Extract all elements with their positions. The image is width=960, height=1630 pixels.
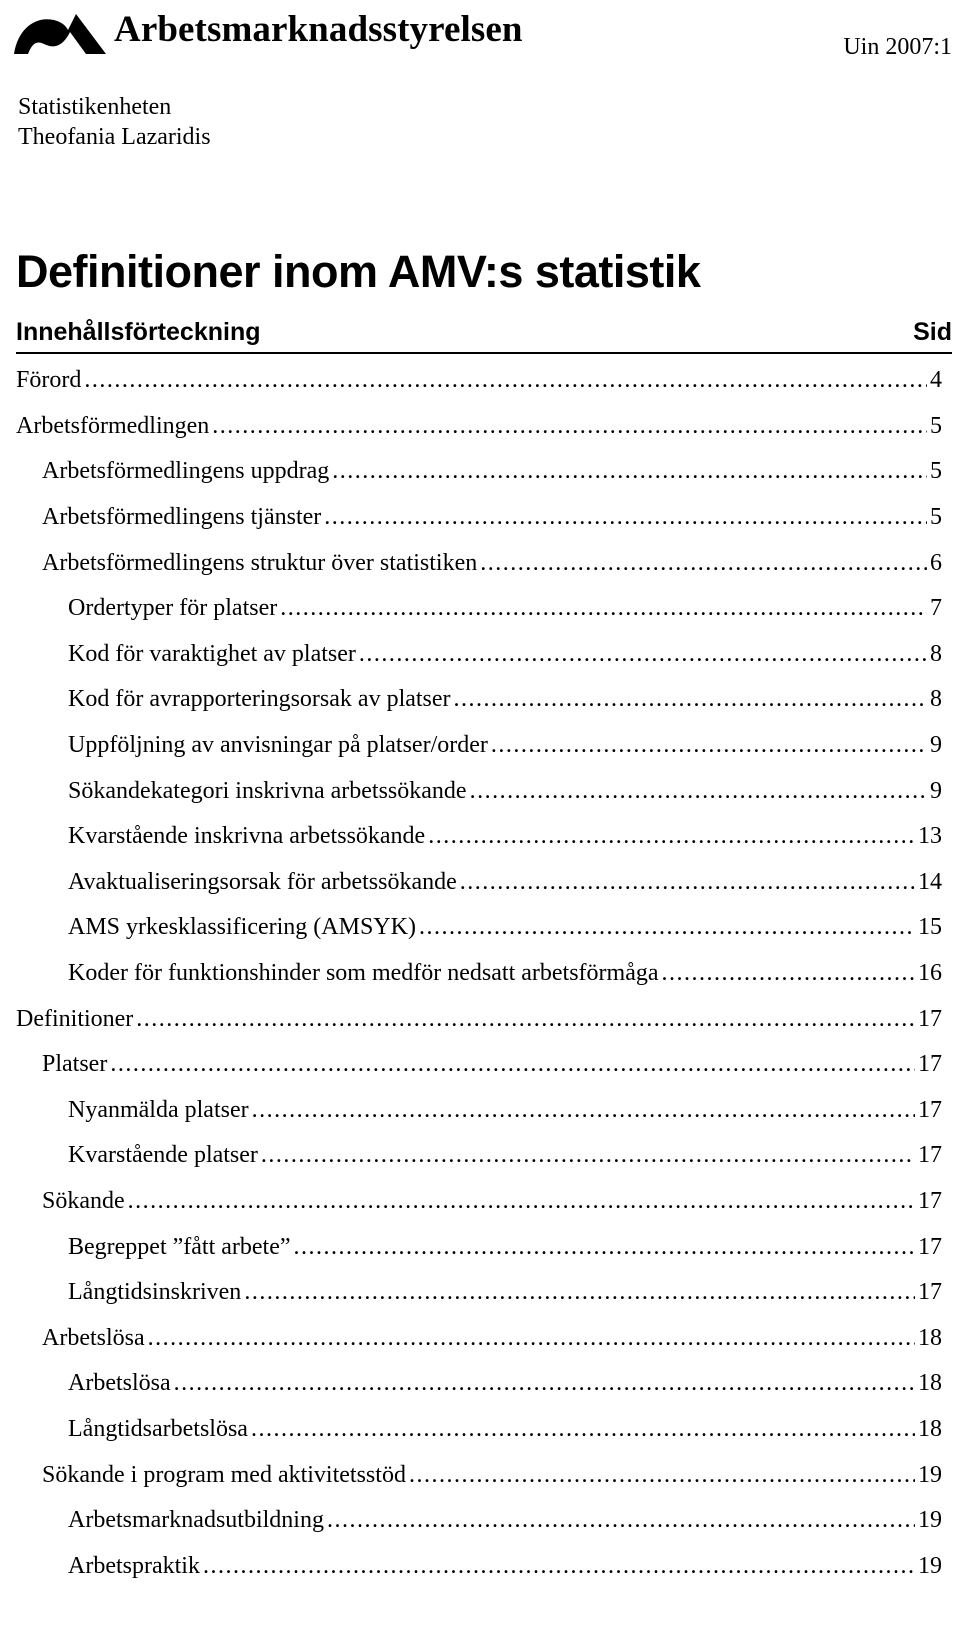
toc-entry[interactable] bbox=[16, 404, 942, 450]
toc-entry-page: 18 bbox=[918, 1370, 942, 1397]
toc-entry-title: Arbetsförmedlingen bbox=[16, 412, 210, 439]
toc-entry-page: 5 bbox=[930, 504, 942, 531]
toc-entry-title: Långtidsinskriven bbox=[68, 1279, 242, 1306]
toc-entry-title: Koder för funktionshinder som medför nedsatt arbetsförmåga bbox=[68, 960, 659, 987]
toc-leader-dots bbox=[252, 1097, 915, 1124]
toc-leader-dots bbox=[470, 778, 927, 805]
toc-leader-dots bbox=[128, 1188, 915, 1215]
toc-entry[interactable] bbox=[16, 951, 942, 997]
toc-entry-page: 13 bbox=[918, 823, 942, 850]
logo-mark-icon bbox=[14, 14, 106, 54]
toc-entry-page: 18 bbox=[918, 1324, 942, 1351]
author-name: Theofania Lazaridis bbox=[18, 124, 211, 150]
document-title: Definitioner inom AMV:s statistik bbox=[16, 246, 701, 297]
toc-leader-dots bbox=[148, 1325, 915, 1352]
toc-entry-title: Uppföljning av anvisningar på platser/order bbox=[68, 732, 488, 759]
toc-entry-title: Arbetsförmedlingens struktur över statistiken bbox=[42, 549, 478, 576]
toc-entry-page: 15 bbox=[918, 914, 942, 941]
toc-entry-title: AMS yrkesklassificering (AMSYK) bbox=[68, 914, 416, 941]
department-name: Statistikenheten bbox=[18, 94, 172, 120]
toc-entry[interactable] bbox=[16, 540, 942, 586]
toc-entry-page: 17 bbox=[918, 1233, 942, 1260]
toc-entry-title: Långtidsarbetslösa bbox=[68, 1415, 248, 1442]
toc-page-heading: Sid bbox=[913, 318, 952, 346]
toc-entry[interactable] bbox=[16, 768, 942, 814]
toc-entry-page: 17 bbox=[918, 1142, 942, 1169]
toc-entry-page: 8 bbox=[930, 686, 942, 713]
toc-entry-title: Ordertyper för platser bbox=[68, 595, 278, 622]
toc-entry-title: Begreppet ”fått arbete” bbox=[68, 1233, 291, 1260]
toc-entry-title: Sökande bbox=[42, 1187, 125, 1214]
table-of-contents bbox=[16, 358, 942, 1589]
toc-leader-dots bbox=[460, 869, 915, 896]
toc-leader-dots bbox=[332, 458, 927, 485]
toc-entry-page: 4 bbox=[930, 367, 942, 394]
document-code: Uin 2007:1 bbox=[843, 34, 952, 60]
toc-leader-dots bbox=[419, 914, 915, 941]
toc-entry-title: Sökande i program med aktivitetsstöd bbox=[42, 1461, 406, 1488]
toc-entry-title: Sökandekategori inskrivna arbetssökande bbox=[68, 777, 467, 804]
toc-entry-page: 19 bbox=[918, 1461, 942, 1488]
toc-leader-dots bbox=[280, 595, 927, 622]
toc-entry-title: Arbetslösa bbox=[42, 1324, 145, 1351]
toc-leader-dots bbox=[110, 1051, 915, 1078]
toc-entry-title: Kvarstående inskrivna arbetssökande bbox=[68, 823, 426, 850]
toc-entry[interactable] bbox=[16, 632, 942, 678]
toc-entry-page: 17 bbox=[918, 1096, 942, 1123]
toc-leader-dots bbox=[491, 732, 927, 759]
toc-leader-dots bbox=[409, 1462, 915, 1489]
toc-leader-dots bbox=[359, 641, 927, 668]
toc-entry[interactable] bbox=[16, 1315, 942, 1361]
toc-leader-dots bbox=[174, 1370, 915, 1397]
toc-leader-dots bbox=[480, 550, 927, 577]
toc-leader-dots bbox=[454, 686, 927, 713]
toc-entry[interactable] bbox=[16, 1452, 942, 1498]
toc-leader-dots bbox=[662, 960, 916, 987]
toc-entry-page: 6 bbox=[930, 549, 942, 576]
toc-entry[interactable] bbox=[16, 586, 942, 632]
toc-entry-title: Avaktualiseringsorsak för arbetssökande bbox=[68, 868, 457, 895]
toc-entry-page: 7 bbox=[930, 595, 942, 622]
toc-entry[interactable] bbox=[16, 1270, 942, 1316]
toc-leader-dots bbox=[244, 1279, 915, 1306]
toc-entry-page: 17 bbox=[918, 1051, 942, 1078]
toc-entry-title: Arbetsförmedlingens tjänster bbox=[42, 504, 322, 531]
toc-entry-title: Nyanmälda platser bbox=[68, 1096, 249, 1123]
toc-entry-title: Kod för varaktighet av platser bbox=[68, 640, 356, 667]
toc-entry[interactable] bbox=[16, 905, 942, 951]
toc-leader-dots bbox=[428, 823, 915, 850]
author-block bbox=[18, 92, 211, 152]
toc-entry[interactable] bbox=[16, 723, 942, 769]
toc-entry-page: 19 bbox=[918, 1507, 942, 1534]
toc-entry[interactable] bbox=[16, 1498, 942, 1544]
toc-entry[interactable] bbox=[16, 1224, 942, 1270]
toc-entry[interactable] bbox=[16, 1088, 942, 1134]
toc-leader-dots bbox=[136, 1006, 915, 1033]
toc-entry-page: 14 bbox=[918, 868, 942, 895]
toc-leader-dots bbox=[212, 413, 927, 440]
toc-entry-page: 5 bbox=[930, 412, 942, 439]
toc-entry[interactable] bbox=[16, 860, 942, 906]
toc-entry-page: 5 bbox=[930, 458, 942, 485]
toc-leader-dots bbox=[203, 1553, 915, 1580]
toc-heading: Innehållsförteckning bbox=[16, 318, 261, 346]
toc-entry[interactable] bbox=[16, 1407, 942, 1453]
toc-entry-title: Arbetsmarknadsutbildning bbox=[68, 1507, 324, 1534]
toc-entry-title: Arbetsförmedlingens uppdrag bbox=[42, 458, 330, 485]
toc-entry[interactable] bbox=[16, 1179, 942, 1225]
toc-entry-title: Förord bbox=[16, 367, 82, 394]
toc-entry-title: Platser bbox=[42, 1051, 108, 1078]
organization-logo bbox=[14, 9, 554, 66]
toc-entry[interactable] bbox=[16, 1133, 942, 1179]
toc-leader-dots bbox=[261, 1142, 915, 1169]
toc-entry[interactable] bbox=[16, 996, 942, 1042]
toc-entry[interactable] bbox=[16, 449, 942, 495]
toc-leader-dots bbox=[324, 504, 927, 531]
toc-entry[interactable] bbox=[16, 358, 942, 404]
toc-entry-page: 9 bbox=[930, 777, 942, 804]
toc-leader-dots bbox=[327, 1507, 915, 1534]
organization-name: Arbetsmarknadsstyrelsen bbox=[114, 9, 523, 50]
toc-entry[interactable] bbox=[16, 1042, 942, 1088]
toc-entry[interactable] bbox=[16, 677, 942, 723]
toc-entry-title: Kvarstående platser bbox=[68, 1142, 258, 1169]
toc-entry-page: 19 bbox=[918, 1552, 942, 1579]
toc-entry-page: 16 bbox=[918, 960, 942, 987]
toc-entry-page: 17 bbox=[918, 1187, 942, 1214]
toc-leader-dots bbox=[84, 367, 927, 394]
toc-leader-dots bbox=[251, 1416, 915, 1443]
toc-entry[interactable] bbox=[16, 814, 942, 860]
toc-entry-title: Kod för avrapporteringsorsak av platser bbox=[68, 686, 451, 713]
toc-leader-dots bbox=[294, 1234, 915, 1261]
toc-entry[interactable] bbox=[16, 495, 942, 541]
toc-entry[interactable] bbox=[16, 1361, 942, 1407]
toc-entry-title: Arbetslösa bbox=[68, 1370, 171, 1397]
toc-entry-title: Arbetspraktik bbox=[68, 1552, 200, 1579]
toc-entry-page: 8 bbox=[930, 640, 942, 667]
toc-header bbox=[16, 318, 952, 354]
toc-entry-page: 18 bbox=[918, 1415, 942, 1442]
toc-entry-title: Definitioner bbox=[16, 1005, 134, 1032]
toc-entry-page: 17 bbox=[918, 1279, 942, 1306]
toc-entry-page: 17 bbox=[918, 1005, 942, 1032]
toc-entry-page: 9 bbox=[930, 732, 942, 759]
toc-entry[interactable] bbox=[16, 1543, 942, 1589]
